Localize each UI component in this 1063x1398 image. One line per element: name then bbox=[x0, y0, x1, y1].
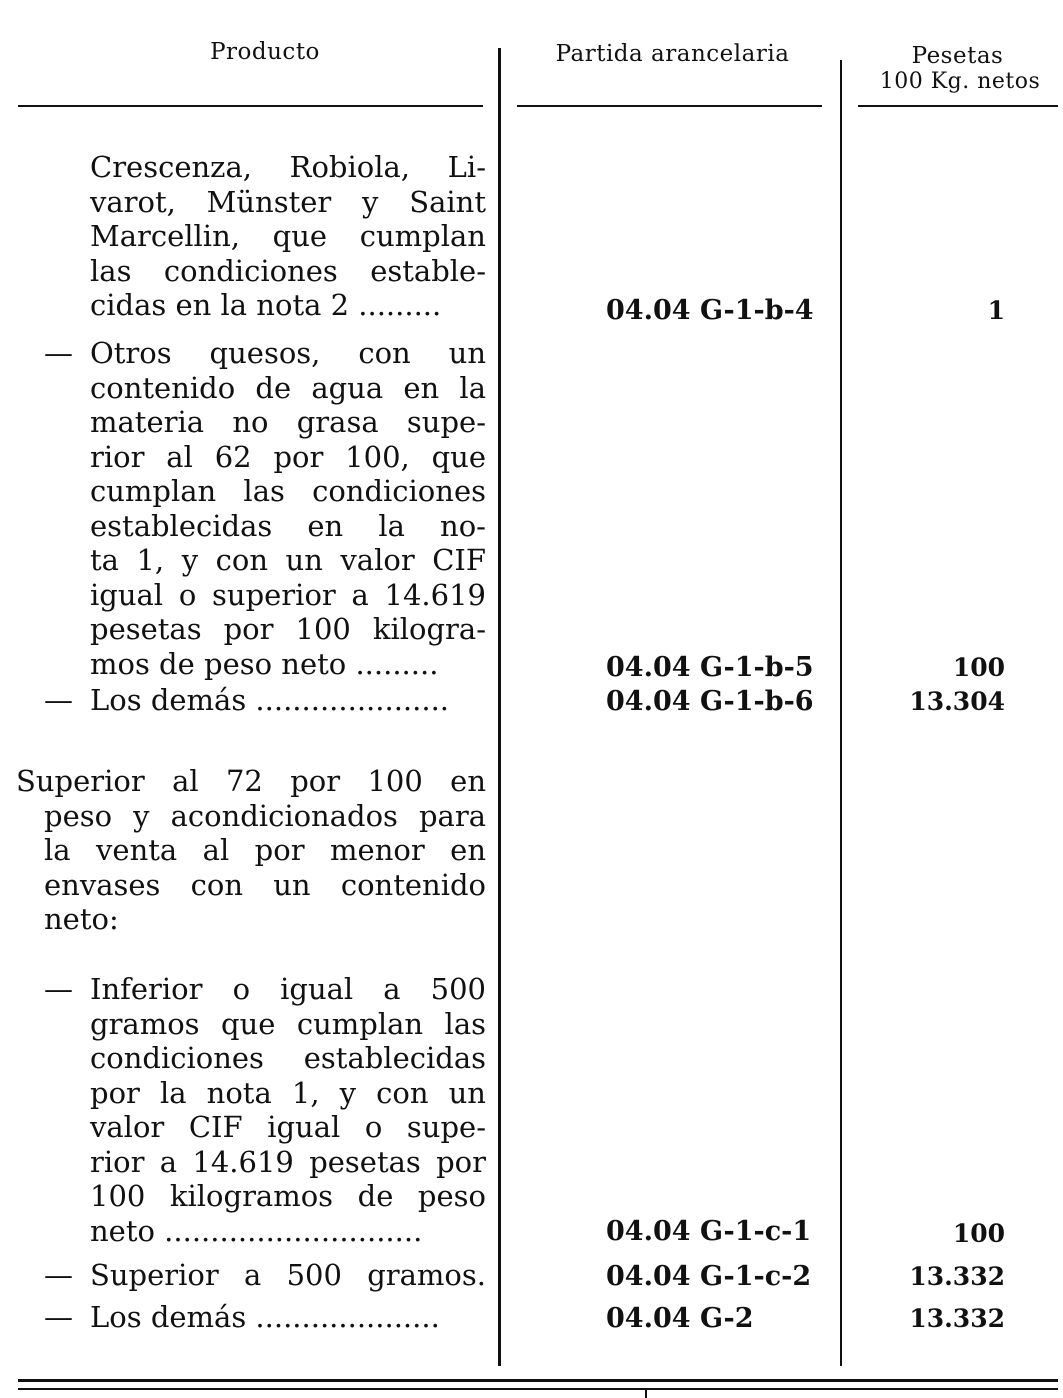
row-0-line: Marcellin, que cumplan bbox=[90, 219, 486, 253]
row-0-line: cidas en la nota 2 ......... bbox=[90, 288, 442, 322]
column-header-product: Producto bbox=[210, 39, 320, 65]
row-1-line: ta 1, y con un valor CIF bbox=[90, 543, 486, 577]
row-4-partida: 04.04 G-1-c-1 bbox=[606, 1216, 812, 1247]
row-2-pesetas: 13.304 bbox=[909, 687, 1005, 716]
row-4-text bbox=[90, 972, 486, 1248]
row-1-line: igual o superior a 14.619 bbox=[90, 577, 486, 612]
column-divider-left bbox=[498, 48, 501, 1366]
column-header-pesetas-unit: 100 Kg. netos bbox=[879, 69, 1041, 94]
row-0-pesetas: 1 bbox=[987, 296, 1005, 325]
row-3-text bbox=[16, 764, 486, 937]
row-1-line: cumplan las condiciones bbox=[90, 474, 486, 508]
row-4-line: 100 kilogramos de peso bbox=[90, 1179, 486, 1213]
column-divider-right bbox=[840, 60, 842, 1366]
column-header-partida: Partida arancelaria bbox=[555, 41, 790, 67]
bottom-rule-bottom bbox=[18, 1388, 1058, 1390]
column-header-pesetas: Pesetas bbox=[911, 43, 1004, 69]
row-2-text bbox=[90, 683, 486, 718]
row-1-line: materia no grasa supe- bbox=[90, 405, 486, 439]
header-rule-partida bbox=[517, 105, 822, 107]
row-6-line: Los demás .................... bbox=[90, 1300, 440, 1334]
row-4-line: neto ............................ bbox=[90, 1213, 423, 1248]
row-6-pesetas: 13.332 bbox=[909, 1304, 1005, 1333]
row-6-text bbox=[90, 1300, 486, 1335]
row-3-line: la venta al por menor en bbox=[44, 833, 486, 867]
row-0-line: varot, Münster y Saint bbox=[90, 184, 486, 219]
row-1-line: pesetas por 100 kilogra- bbox=[90, 612, 486, 646]
row-1-dash: — bbox=[44, 336, 73, 370]
row-3-line: envases con un contenido bbox=[44, 867, 486, 902]
row-2-partida: 04.04 G-1-b-6 bbox=[606, 686, 814, 717]
bottom-tick bbox=[645, 1388, 647, 1398]
row-1-line: Otros quesos, con un bbox=[90, 336, 486, 370]
row-4-line: rior a 14.619 pesetas por bbox=[90, 1144, 486, 1179]
row-3-line: peso y acondicionados para bbox=[44, 798, 486, 833]
row-1-line: rior al 62 por 100, que bbox=[90, 439, 486, 474]
row-5-partida: 04.04 G-1-c-2 bbox=[606, 1261, 812, 1292]
row-5-text bbox=[90, 1258, 486, 1293]
row-1-pesetas: 100 bbox=[952, 653, 1005, 682]
row-0-partida: 04.04 G-1-b-4 bbox=[606, 295, 814, 326]
row-2-dash: — bbox=[44, 683, 73, 717]
row-1-partida: 04.04 G-1-b-5 bbox=[606, 652, 814, 683]
row-4-dash: — bbox=[44, 972, 73, 1006]
row-6-partida: 04.04 G-2 bbox=[606, 1303, 754, 1334]
row-1-line: contenido de agua en la bbox=[90, 370, 486, 405]
row-4-line: valor CIF igual o supe- bbox=[90, 1110, 486, 1144]
row-2-line: Los demás ..................... bbox=[90, 683, 450, 717]
row-4-line: condiciones establecidas bbox=[90, 1041, 486, 1075]
row-4-line: Inferior o igual a 500 bbox=[90, 972, 486, 1006]
row-1-line: mos de peso neto ......... bbox=[90, 646, 439, 681]
header-rule-product bbox=[18, 105, 483, 107]
row-1-line: establecidas en la no- bbox=[90, 508, 486, 543]
row-5-pesetas: 13.332 bbox=[909, 1262, 1005, 1291]
row-4-line: por la nota 1, y con un bbox=[90, 1075, 486, 1110]
row-6-dash: — bbox=[44, 1300, 73, 1334]
row-0-line: Crescenza, Robiola, Li- bbox=[90, 150, 486, 184]
header-rule-pesetas bbox=[858, 105, 1058, 107]
row-1-text bbox=[90, 336, 486, 681]
row-3-line: neto: bbox=[44, 902, 119, 936]
row-3-line: Superior al 72 por 100 en bbox=[16, 764, 486, 798]
row-5-line: Superior a 500 gramos. bbox=[90, 1258, 486, 1292]
row-4-pesetas: 100 bbox=[952, 1219, 1005, 1248]
row-4-line: gramos que cumplan las bbox=[90, 1006, 486, 1041]
row-5-dash: — bbox=[44, 1258, 73, 1292]
row-0-text bbox=[90, 150, 486, 323]
row-0-line: las condiciones estable- bbox=[90, 253, 486, 288]
bottom-rule-top bbox=[18, 1379, 1058, 1382]
